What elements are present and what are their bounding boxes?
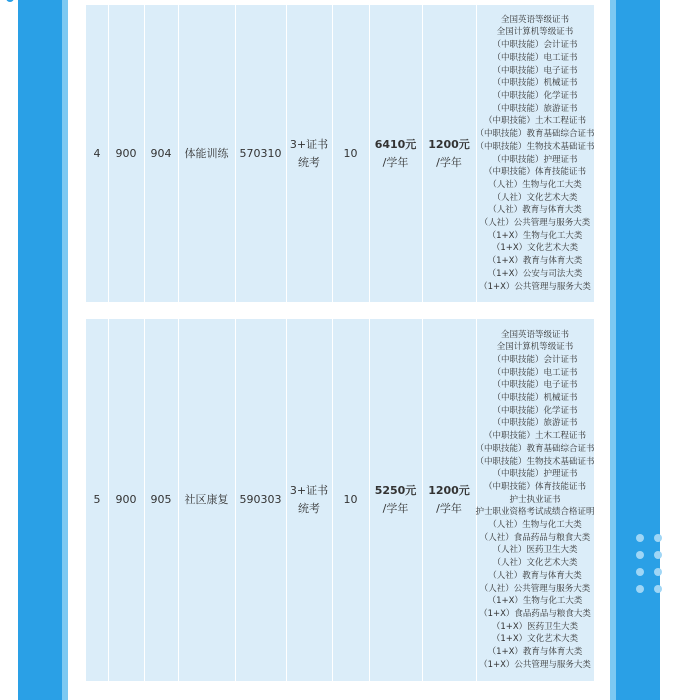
row-index: 4	[86, 5, 109, 302]
certificate-item: （人社）文化艺术大类	[492, 558, 578, 569]
certificate-item: （人社）公共管理与服务大类	[479, 218, 591, 229]
exam-type-line1: 3+证书	[289, 137, 329, 151]
certificate-item: （1+X）教育与体育大类	[487, 256, 583, 267]
certificate-item: （中职技能）旅游证书	[492, 418, 578, 429]
tuition	[369, 5, 423, 302]
dorm-fee-amount: 1200元	[428, 137, 470, 151]
certificate-item: （人社）公共管理与服务大类	[479, 583, 591, 594]
exam-type	[286, 319, 333, 681]
certificate-item: （中职技能）会计证书	[492, 354, 578, 365]
certificate-item: （人社）文化艺术大类	[492, 192, 578, 203]
certificate-item: （中职技能）电工证书	[492, 367, 578, 378]
certificate-item: 全国计算机等级证书	[496, 27, 574, 38]
certificate-item: 全国英语等级证书	[500, 14, 569, 25]
certificate-item: （1+X）教育与体育大类	[487, 647, 583, 658]
dorm-fee	[422, 319, 477, 681]
tuition-unit: /学年	[382, 155, 409, 169]
certificate-list	[476, 319, 594, 681]
exam-type	[286, 5, 333, 302]
dorm-fee-unit: /学年	[436, 502, 462, 515]
certificate-item: 护士职业资格考试成绩合格证明	[475, 507, 595, 518]
certificate-item: （中职技能）机械证书	[492, 78, 578, 89]
certificate-item: （人社）教育与体育大类	[488, 205, 582, 216]
row-index: 5	[86, 319, 109, 681]
dorm-fee	[422, 5, 477, 302]
left-border-band	[18, 0, 62, 700]
exam-type-line2: 统考	[298, 155, 320, 169]
certificate-item: （人社）医药卫生大类	[492, 545, 578, 556]
certificate-item: （中职技能）土木工程证书	[483, 431, 586, 442]
enrollment-number: 10	[332, 5, 370, 302]
professional-code: 590303	[235, 319, 287, 681]
certificate-item: （中职技能）电子证书	[492, 380, 578, 391]
category-code: 900	[108, 319, 145, 681]
table-row	[86, 5, 594, 302]
exam-type-line2: 统考	[298, 502, 320, 515]
certificate-item: （1+X）公共管理与服务大类	[479, 281, 591, 292]
exam-type-line1: 3+证书	[289, 484, 329, 497]
professional-code: 570310	[235, 5, 287, 302]
major-code: 904	[144, 5, 179, 302]
certificate-item: （1+X）文化艺术大类	[491, 634, 579, 645]
certificate-item: （1+X）生物与化工大类	[487, 230, 583, 241]
dorm-fee-unit: /学年	[436, 155, 462, 169]
certificate-item: （中职技能）机械证书	[492, 393, 578, 404]
enrollment-number: 10	[332, 319, 370, 681]
major-code: 905	[144, 319, 179, 681]
certificate-item: （1+X）公安与司法大类	[487, 268, 583, 279]
certificate-item: （中职技能）旅游证书	[492, 103, 578, 114]
tuition-unit: /学年	[382, 502, 409, 515]
certificate-item: 全国计算机等级证书	[496, 342, 574, 353]
certificate-item: （中职技能）体育技能证书	[483, 481, 586, 492]
certificate-item: （中职技能）生物技术基础证书	[475, 456, 595, 467]
category-code: 900	[108, 5, 145, 302]
certificate-item: （1+X）食品药品与粮食大类	[479, 608, 591, 619]
tuition-amount: 5250元	[374, 484, 417, 497]
certificate-item: （中职技能）护理证书	[492, 154, 578, 165]
right-border-band	[616, 0, 660, 700]
dorm-fee-amount: 1200元	[428, 484, 470, 497]
certificate-item: （人社）食品药品与粮食大类	[479, 532, 591, 543]
certificate-item: （中职技能）化学证书	[492, 405, 578, 416]
major-name: 体能训练	[178, 5, 236, 302]
certificate-item: （中职技能）教育基础综合证书	[475, 443, 595, 454]
tuition-amount: 6410元	[374, 137, 417, 151]
tuition	[369, 319, 423, 681]
certificate-item: （1+X）文化艺术大类	[491, 243, 579, 254]
certificate-item: （中职技能）土木工程证书	[483, 116, 586, 127]
certificate-item: （中职技能）护理证书	[492, 469, 578, 480]
certificate-item: （中职技能）体育技能证书	[483, 167, 586, 178]
certificate-item: （中职技能）化学证书	[492, 90, 578, 101]
certificate-item: （中职技能）会计证书	[492, 40, 578, 51]
certificate-item: （中职技能）教育基础综合证书	[475, 129, 595, 140]
certificate-item: （1+X）生物与化工大类	[487, 596, 583, 607]
certificate-item: 护士执业证书	[509, 494, 561, 505]
certificate-item: （中职技能）电子证书	[492, 65, 578, 76]
certificate-item: （中职技能）电工证书	[492, 52, 578, 63]
certificate-item: 全国英语等级证书	[500, 329, 569, 340]
certificate-item: （人社）生物与化工大类	[488, 520, 582, 531]
certificate-item: （1+X）医药卫生大类	[491, 621, 579, 632]
certificate-list	[476, 5, 594, 302]
certificate-item: （人社）教育与体育大类	[488, 570, 582, 581]
major-name: 社区康复	[178, 319, 236, 681]
certificate-item: （1+X）公共管理与服务大类	[479, 659, 591, 670]
table-row	[86, 319, 594, 681]
decorative-dots-top	[6, 0, 66, 8]
certificate-item: （中职技能）生物技术基础证书	[475, 141, 595, 152]
certificate-item: （人社）生物与化工大类	[488, 179, 582, 190]
decorative-dots-right	[636, 534, 676, 594]
